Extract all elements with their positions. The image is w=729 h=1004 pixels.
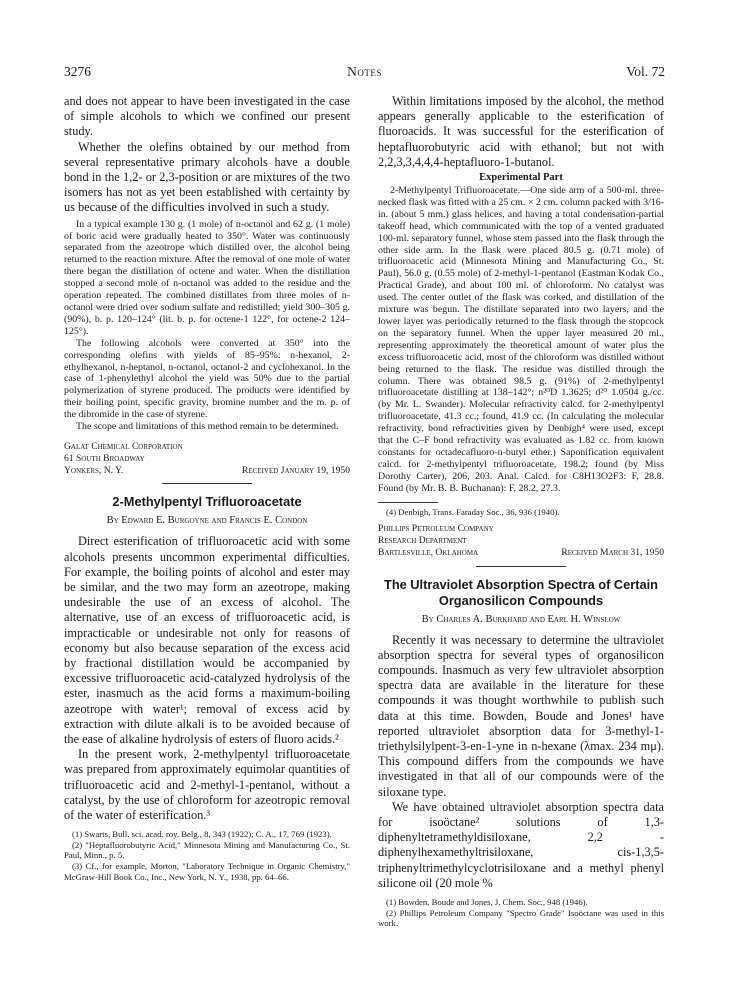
affiliation-received-row — [378, 547, 664, 559]
footnote: (2) "Heptafluorobutyric Acid," Minnesota Mining and Manufacturing Co., St. Paul, Minn., p. 5. — [64, 839, 350, 861]
paragraph: Recently it was necessary to determine the ultraviolet absorption spectra for several types of organosilicon compounds. Inasmuch as very few ultraviolet absorption spectra data are available in the literature for these compounds it was thought worthwhile to publish such data at this time. Bowden, Boude and Jones¹ have reported ultraviolet absorption data for 3-methyl-1-triethylsilylpent-3-en-1-yne in n-hexane (λmax. 234 mμ). This compound differs from the compounds we have investigated in that all of our compounds were of the siloxane type. — [378, 632, 664, 799]
left-column — [64, 94, 350, 882]
received-date: Received March 31, 1950 — [561, 546, 664, 558]
article-title: 2-Methylpentyl Trifluoroacetate — [112, 494, 302, 510]
paragraph: We have obtained ultraviolet absorption spectra data for isoöctane² solutions of 1,3-diphenyltetramethyldisiloxane, 2,2 - diphenylhexamethyltrisiloxane, cis-1,3,5-triphenyltrimethylcyclotrisiloxane and a methyl phenyl silicone oil (20 mole % — [378, 799, 664, 890]
section-heading: Experimental Part — [479, 172, 563, 184]
affiliation-city: Bartlesville, Oklahoma — [378, 546, 479, 558]
affiliation-line: Research Department — [378, 534, 467, 546]
divider — [476, 566, 566, 567]
right-column — [378, 94, 664, 929]
experimental-paragraph: 2-Methylpentyl Trifluoroacetate.—One side arm of a 500-ml. three-necked flask was fitted with a 25 cm. × 2 cm. column packed with 3/16-in. (about 5 mm.) glass helices, and having a total condensation-partial takeoff head, which communicated with the top of a vented graduated 100-ml. separatory funnel, whose stem passed into the flask through the other side arm. In the flask were placed 80.5 g. (0.71 mole) of trifluoroacetic acid (Minnesota Mining and Manufacturing Co., St. Paul), 56.0 g. (0.55 mole) of 2-methyl-1-pentanol (Eastman Kodak Co., Practical Grade), and about 100 ml. of chloroform. No catalyst was used. The center outlet of the flask was corked, and distillation of the mixture was begun. The distillate separated into two layers, and the lower layer was periodically returned to the flask through the stopcock on the separatory funnel. When the upper layer measured 20 ml., representing approximately the theoretical amount of water plus the excess trifluoroacetic acid, most of the chloroform was distilled without being returned to the flask. The residue was distilled through the column. There was obtained 98.5 g. (91%) of 2-methylpentyl trifluoroacetate distilling at 138–142°; n²⁰D 1.3625; d²⁰ 1.0504 g./cc. (by Mr. L. Swander). Molecular refractivity calcd. for 2-methylpentyl trifluoroacetate, 41.3 cc.; found, 41.9 cc. (In calculating the molecular refractivity, bond refractivities given by Denbigh⁴ were used, except that the C–F bond refractivity was evaluated as 1.82 cc. from known constants for octadecafluoro-n-butyl ether.) Saponification equivalent calcd. for 2-methylpentyl trifluoroacetate, 198.2; found (by Miss Dorothy Carter), 206, 203. Anal. Calcd. for C8H13O2F3: F, 28.8. Found (by Mr. B. B. Buchanan): F, 28.2, 27.3. — [378, 185, 664, 494]
paragraph: and does not appear to have been investigated in the case of simple alcohols to which we confined our present study. — [64, 94, 350, 139]
footnote-rule — [378, 502, 438, 503]
running-head: Notes — [347, 64, 382, 79]
experimental-paragraph: In a typical example 130 g. (1 mole) of n-octanol and 62 g. (1 mole) of boric acid were gradually heated to 350°. Water was continuously separated from the azeotrope which distilled over, the alcohol being returned to the reaction mixture. After the removal of one mole of water there began the distillation of octene and water. When the distillation stopped a second mole of n-octanol was added to the residue and the operation repeated. The combined distillates from three moles of n-octanol were dried over sodium sulfate and redistilled; yield 300–305 g. (90%), b. p. 120–124° (lit. b. p. for octene-1 122°, for octene-2 124–125°). — [64, 218, 350, 337]
paragraph: Within limitations imposed by the alcohol, the method appears generally applicable to the esterification of fluoroacids. It was successful for the esterification of heptafluorobutyric acid with ethanol; but not with 2,2,3,3,4,4,4-heptafluoro-1-butanol. — [378, 94, 664, 169]
experimental-paragraph: The scope and limitations of this method remain to be determined. — [76, 421, 339, 433]
article-title: The Ultraviolet Absorption Spectra of Certain Organosilicon Compounds — [384, 576, 658, 608]
affiliation-received-row — [64, 465, 350, 477]
footnote: (1) Bowden, Boude and Jones, J. Chem. Soc., 948 (1946). — [386, 897, 588, 908]
paragraph: Whether the olefins obtained by our method from several representative primary alcohols have a double bond in the 1,2- or 2,3-position or are mixtures of the two isomers has not as yet been established with certainty by us because of the difficulties involved in such a study. — [64, 139, 350, 215]
affiliation-line: Phillips Petroleum Company — [378, 523, 494, 535]
experimental-paragraph: The following alcohols were converted at 350° into the corresponding olefins with yields of 85–95%: n-hexanol, 2-ethylhexanol, n-heptanol, n-octanol, octanol-2 and cyclohexanol. In the case of 1-phenylethyl alcohol the yield was 50% due to the partial polymerization of styrene produced. The products were identified by their boiling point, specific gravity, bromine number and the m. p. of the dibromide in the case of styrene. — [64, 337, 350, 421]
volume-label: Vol. 72 — [626, 64, 665, 79]
paragraph: Direct esterification of trifluoroacetic acid with some alcohols presents uncommon experimental difficulties. For example, the boiling points of alcohol and ester may be similar, and the two may form an azeotrope, making undesirable the use of an excess of alcohol. The alternative, use of an excess of trifluoroacetic acid, is impracticable or undesirable not only for reasons of economy but also because separation of the excess acid by fractional distillation would be accompanied by excessive trifluoroacetic acid-catalyzed hydrolysis of the ester, inasmuch as the acid forms a maximum-boiling azeotrope with water¹; removal of excess acid by extraction with dilute alkali is to be avoided because of the ease of alkaline hydrolysis of esters of fluoro acids.² — [64, 534, 350, 746]
paragraph: In the present work, 2-methylpentyl trifluoroacetate was prepared from approximately equimolar quantities of trifluoroacetic acid and 2-methyl-1-pentanol, without a catalyst, by the use of chloroform for azeotropic removal of the water of esterification.³ — [64, 747, 350, 822]
byline: By Edward E. Burgoyne and Francis E. Condon — [106, 515, 308, 527]
affiliation-city: Yonkers, N. Y. — [64, 464, 124, 476]
page-number: 3276 — [64, 64, 91, 79]
footnote: (4) Denbigh, Trans. Faraday Soc., 36, 936 (1940). — [386, 506, 560, 517]
received-date: Received January 19, 1950 — [241, 464, 350, 476]
footnote: (3) Cf., for example, Morton, "Laboratory Technique in Organic Chemistry," McGraw-Hill Book Co., Inc., New York, N. Y., 1938, pp. 64–66. — [64, 860, 350, 882]
byline: By Charles A. Burkhard and Earl H. Winslow — [421, 613, 621, 625]
footnote: (2) Phillips Petroleum Company "Spectro Grade" Isoöctane was used in this work. — [378, 907, 664, 929]
footnote: (1) Swarts, Bull. sci. acad. roy. Belg., 8, 343 (1922); C. A., 17, 769 (1923). — [72, 829, 332, 840]
divider — [162, 483, 252, 484]
affiliation-line: Galat Chemical Corporation — [64, 440, 183, 452]
affiliation-line: 61 South Broadway — [64, 452, 145, 464]
